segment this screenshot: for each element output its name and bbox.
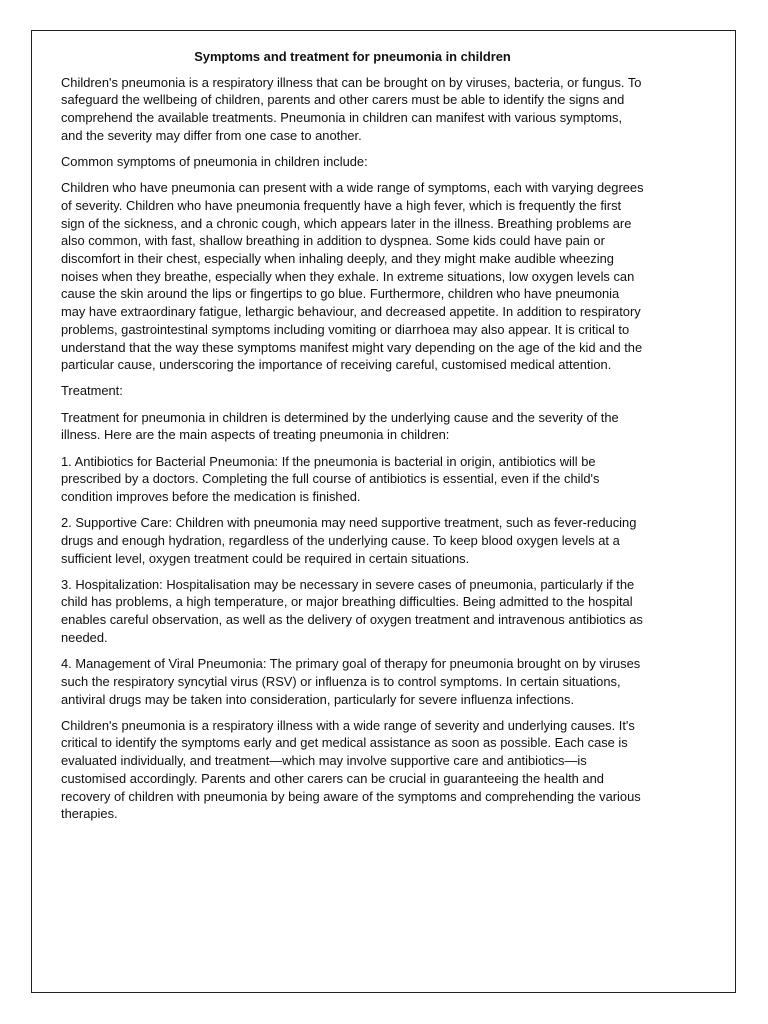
- document-body: [61, 48, 644, 831]
- conclusion-paragraph: Children's pneumonia is a respiratory illness with a wide range of severity and underlying causes. It's critical to identify the symptoms early and get medical assistance as soon as possible. Each case is evaluated individually, and treatment—which may involve supportive care and antibiotics—is customised accordingly. Parents and other carers can be crucial in guaranteeing the health and recovery of children with pneumonia by being aware of the symptoms and comprehending the various therapies.: [61, 717, 641, 822]
- treatment-heading: Treatment:: [61, 383, 123, 399]
- symptoms-heading: Common symptoms of pneumonia in children include:: [61, 154, 368, 170]
- treatment-item-antibiotics: 1. Antibiotics for Bacterial Pneumonia: If the pneumonia is bacterial in origin, antibiotics will be prescribed by a doctors. Completing the full course of antibiotics is essential, even if the child's condition improves before the medication is finished.: [61, 453, 600, 504]
- treatment-item-viral-management: 4. Management of Viral Pneumonia: The primary goal of therapy for pneumonia brought on by viruses such the respiratory syncytial virus (RSV) or influenza is to control symptoms. In certain situations, antiviral drugs may be taken into consideration, particularly for severe influenza infections.: [61, 656, 641, 707]
- intro-paragraph: Children's pneumonia is a respiratory illness that can be brought on by viruses, bacteria, or fungus. To safeguard the wellbeing of children, parents and other carers must be able to identify the signs and comprehend the available treatments. Pneumonia in children can manifest with various symptoms, and the severity may differ from one case to another.: [61, 74, 642, 143]
- symptoms-paragraph: Children who have pneumonia can present with a wide range of symptoms, each with varying degrees of severity. Children who have pneumonia frequently have a high fever, which is frequently the first sign of the sickness, and a chronic cough, which appears later in the illness. Breathing problems are also common, with fast, shallow breathing in addition to dyspnea. Some kids could have pain or discomfort in their chest, especially when inhaling deeply, and they might make audible wheezing noises when they breathe, especially when they exhale. In extreme situations, low oxygen levels can cause the skin around the lips or fingertips to go blue. Furthermore, children who have pneumonia may have extraordinary fatigue, lethargic behaviour, and decreased appetite. In addition to respiratory problems, gastrointestinal symptoms including vomiting or diarrhoea may also appear. It is critical to understand that the way these symptoms manifest might vary depending on the age of the kid and the particular cause, underscoring the importance of receiving careful, customised medical attention.: [61, 180, 644, 373]
- treatment-item-supportive-care: 2. Supportive Care: Children with pneumonia may need supportive treatment, such as fever-reducing drugs and enough hydration, regardless of the underlying cause. To keep blood oxygen levels at a sufficient level, oxygen treatment could be required in certain situations.: [61, 515, 637, 566]
- treatment-intro-paragraph: Treatment for pneumonia in children is determined by the underlying cause and the severity of the illness. Here are the main aspects of treating pneumonia in children:: [61, 409, 619, 443]
- document-title: Symptoms and treatment for pneumonia in children: [194, 49, 511, 64]
- treatment-item-hospitalization: 3. Hospitalization: Hospitalisation may be necessary in severe cases of pneumonia, particularly if the child has problems, a high temperature, or major breathing difficulties. Being admitted to the hospital enables careful observation, as well as the delivery of oxygen treatment and intravenous antibiotics as needed.: [61, 576, 643, 645]
